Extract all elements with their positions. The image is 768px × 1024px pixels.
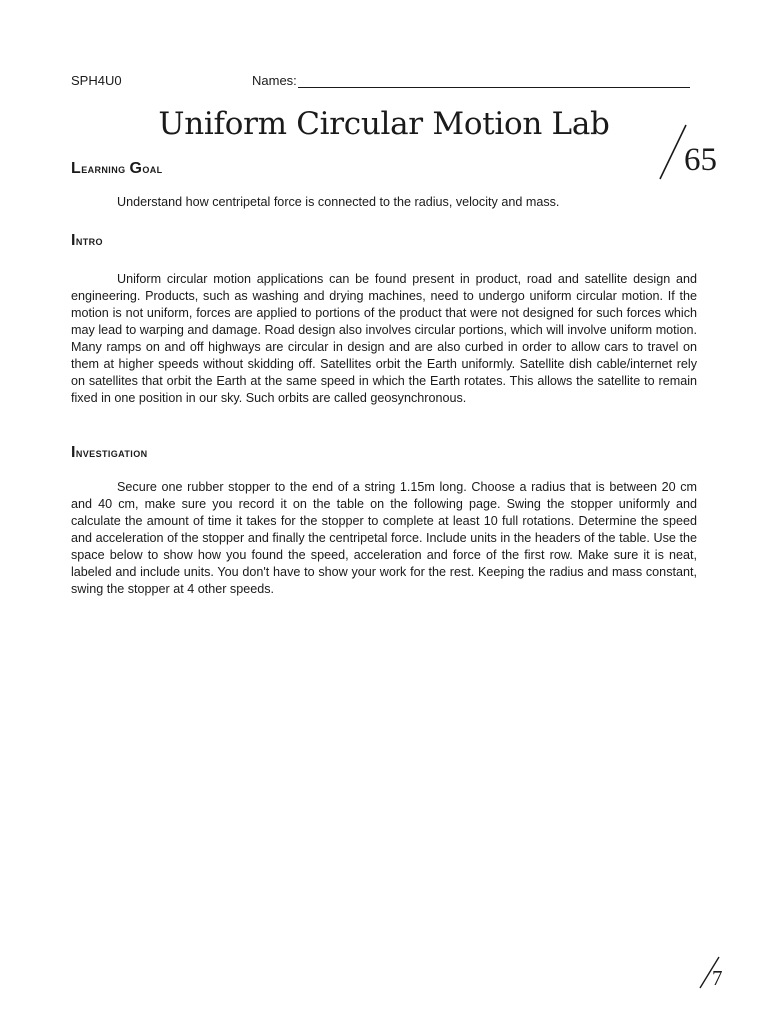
learning-goal-text: Understand how centripetal force is connected to the radius, velocity and mass. bbox=[117, 195, 560, 209]
learning-goal-heading-rest2: oal bbox=[142, 161, 163, 176]
page-title: Uniform Circular Motion Lab bbox=[158, 106, 610, 142]
names-line bbox=[298, 74, 690, 88]
investigation-heading bbox=[71, 444, 148, 462]
intro-heading-cap: I bbox=[71, 232, 76, 249]
learning-goal-heading-cap: L bbox=[71, 160, 82, 177]
learning-goal-heading bbox=[71, 160, 163, 178]
page-score-value: 7 bbox=[712, 966, 723, 990]
intro-paragraph: Uniform circular motion applications can be found present in product, road and satellite design and engineering. Products, such as washing and drying machines, need to undergo uniform circular motion. If the motion is not uniform, forces are applied to portions of the product that were not designed for such forces which may lead to warping and damage. Road design also involves circular portions, which will involve uniform motion. Many ramps on and off highways are circular in design and are also curbed in order to allow cars to travel on them at higher speeds without skidding off. Satellites orbit the Earth uniformly. Satellite dish cable/internet rely on satellites that orbit the Earth at the same speed in which the Earth rotates. This allows the satellite to remain fixed in one position in our sky. Such orbits are called geosynchronous. bbox=[71, 272, 697, 405]
score-total: 65 bbox=[684, 142, 717, 178]
learning-goal-heading-rest: earning bbox=[81, 161, 130, 176]
investigation-heading-cap: I bbox=[71, 444, 76, 461]
investigation-paragraph: Secure one rubber stopper to the end of a string 1.15m long. Choose a radius that is between 20 cm and 40 cm, make sure you record it on the table on the following page. Swing the stopper uniformly and calculate the amount of time it takes for the stopper to complete at least 10 full rotations. Determine the speed and acceleration of the stopper and finally the centripetal force. Include units in the headers of the table. Use the space below to show how you found the speed, acceleration and force of the first row. Make sure it is neat, labeled and include units. You don't have to show your work for the rest. Keeping the radius and mass constant, swing the stopper at 4 other speeds. bbox=[71, 480, 697, 596]
course-code: SPH4U0 bbox=[71, 73, 122, 88]
intro-heading-rest: ntro bbox=[75, 233, 103, 248]
names-field bbox=[252, 73, 690, 88]
intro-heading bbox=[71, 232, 103, 250]
names-label: Names: bbox=[252, 73, 297, 88]
learning-goal-heading-cap2: G bbox=[129, 160, 143, 177]
investigation-heading-rest: nvestigation bbox=[75, 445, 148, 460]
